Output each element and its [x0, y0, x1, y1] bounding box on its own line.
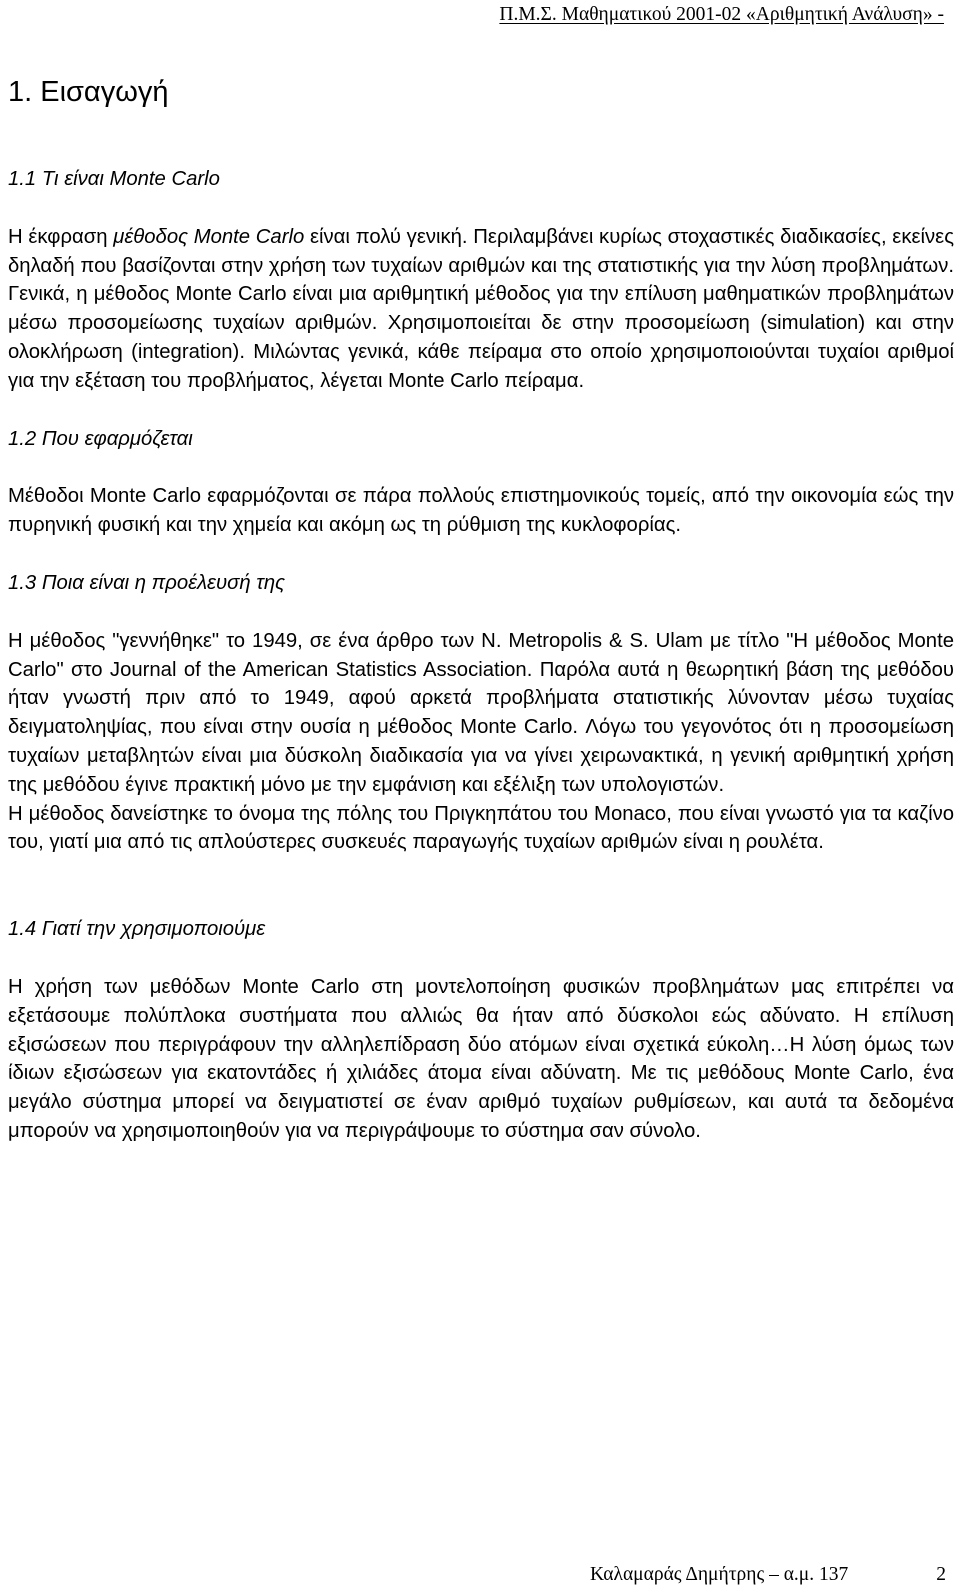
page-footer: [590, 1562, 946, 1588]
footer-author: Καλαμαράς Δημήτρης – α.μ. 137: [589, 1564, 849, 1585]
section-1-1-paragraph: Η έκφραση μέθοδος Monte Carlo είναι πολύ γενική. Περιλαμβάνει κυρίως στοχαστικές διαδικασίες, εκείνες δηλαδή που βασίζονται στην χρήση των τυχαίων αριθμών και της στατιστικής για την λύση προβλημάτων. Γενικά, η μέθοδος Monte Carlo είναι μια αριθμητική μέθοδος για την επίλυση μαθηματικών προβλημάτων μέσω προσομείωσης τυχαίων αριθμών. Χρησιμοποιείται δε στην προσομείωση (simulation) και στην ολοκλήρωση (integration). Μιλώντας γενικά, κάθε πείραμα στο οποίο χρησιμοποιούνται τυχαίοι αριθμοί για την εξέταση του προβλήματος, λέγεται Monte Carlo πείραμα.: [8, 225, 954, 392]
section-heading-1-1: 1.1 Τι είναι Monte Carlo: [8, 168, 220, 190]
section-1-3-paragraph-2: Η μέθοδος δανείστηκε το όνομα της πόλης του Πριγκηπάτου του Monaco, που είναι γνωστό για τα καζίνο του, γιατί μια από τις απλούστερες συσκευές παραγωγής τυχαίων αριθμών είναι η ρουλέτα.: [8, 802, 954, 854]
section-heading-1-3: 1.3 Ποια είναι η προέλευσή της: [8, 571, 285, 594]
chapter-title: 1. Εισαγωγή: [8, 76, 169, 108]
section-1-2-paragraph: Μέθοδοι Monte Carlo εφαρμόζονται σε πάρα πολλούς επιστημονικούς τομείς, από την οικονομία εώς την πυρηνική φυσική και την χημεία και ακόμη ως τη ρύθμιση της κυκλοφορίας.: [8, 485, 954, 537]
emphasized-term: μέθοδος Monte Carlo: [113, 225, 305, 248]
section-1-4-paragraph: Η χρήση των μεθόδων Monte Carlo στη μοντελοποίηση φυσικών προβλημάτων μας επιτρέπει να εξετάσουμε πολύπλοκα συστήματα που αλλιώς θα ήταν από δύσκολοι εώς αδύνατο. Η επίλυση εξισώσεων που περιγράφουν την αλληλεπίδραση δύο ατόμων είναι σχετικά εύκολη…Η λύση όμως των ίδιων εξισώσεων για εκατοντάδες ή χιλιάδες άτομα είναι αδύνατη. Με τις μεθόδους Monte Carlo, ένα μεγάλο σύστημα μπορεί να δειγματιστεί σε έναν αριθμό τυχαίων ρυθμίσεων, και αυτά τα δεδομένα μπορούν να χρησιμοποιηθούν για να περιγράψουμε το σύστημα σαν σύνολο.: [8, 975, 954, 1142]
running-header: Π.Μ.Σ. Μαθηματικού 2001-02 «Αριθμητική Ανάλυση» -: [499, 4, 944, 25]
section-1-3-paragraph-1: Η μέθοδος "γεννήθηκε" το 1949, σε ένα άρθρο των N. Metropolis & S. Ulam με τίτλο "Η μέθοδος Monte Carlo" στο Journal of the American Statistics Association. Παρόλα αυτά η θεωρητική βάση της μεθόδου ήταν γνωστή πριν από το 1949, αφού αρκετά προβλήματα στατιστικής λύνονταν μέσω τυχαίας δειγματοληψίας, που είναι στην ουσία η μέθοδος Monte Carlo. Λόγω του γεγονότος ότι η προσομείωση τυχαίων μεταβλητών είναι μια δύσκολη διαδικασία για να γίνει χειρωνακτικά, η γενική αριθμητική χρήση της μεθόδου έγινε πρακτική μόνο με την εμφάνιση και εξέλιξη των υπολογιστών.: [8, 629, 954, 796]
section-heading-1-4: 1.4 Γιατί την χρησιμοποιούμε: [8, 918, 266, 941]
section-heading-1-2: 1.2 Που εφαρμόζεται: [8, 427, 193, 450]
page-content: [8, 74, 954, 1146]
page-number: 2: [936, 1564, 946, 1585]
